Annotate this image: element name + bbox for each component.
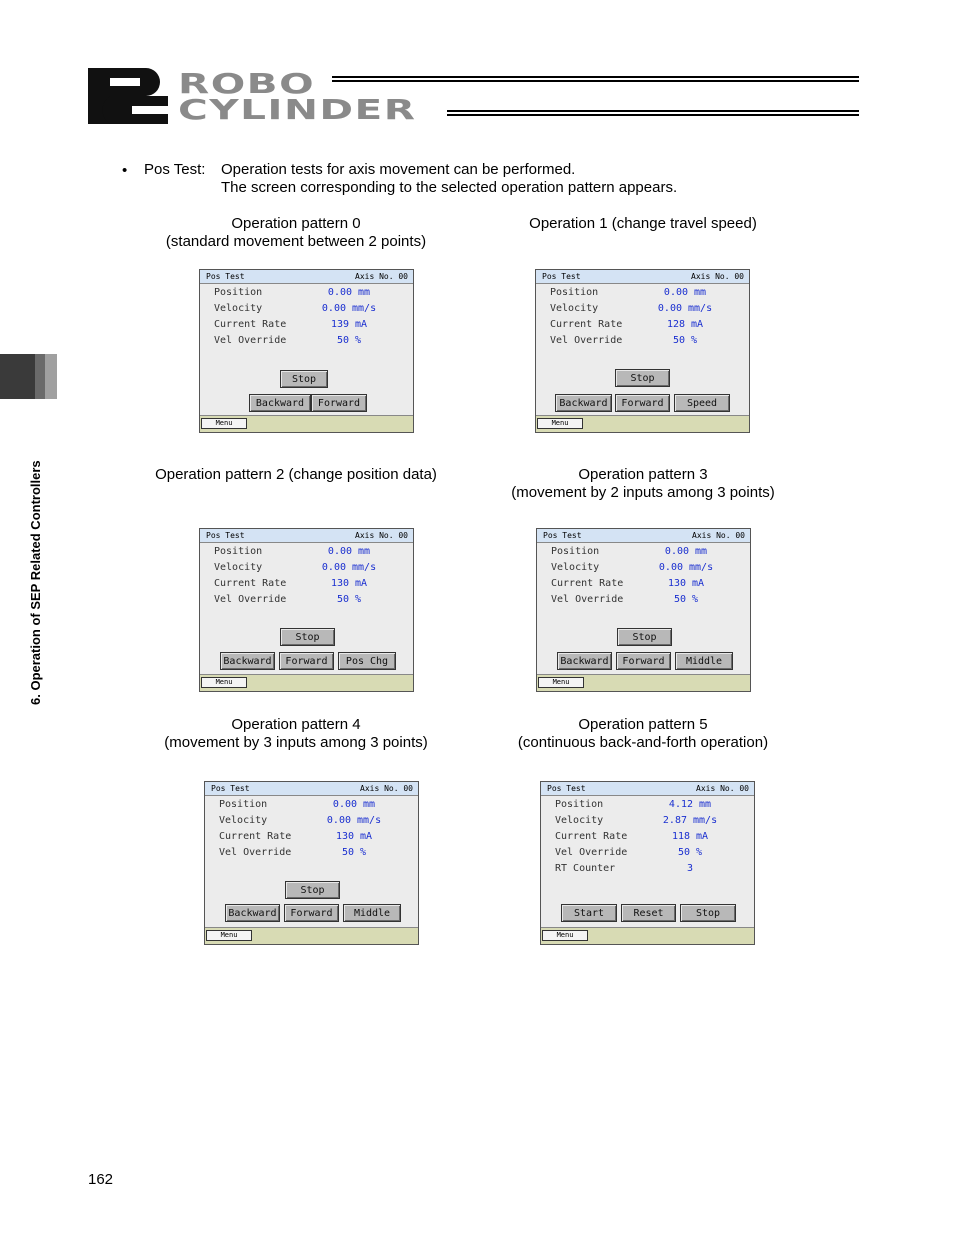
chapter-tab: [0, 354, 57, 399]
field-label: Position: [219, 799, 268, 810]
field-value: 0.00 mm: [663, 287, 707, 298]
menu-bar: [200, 674, 413, 691]
stop-button[interactable]: Stop: [280, 370, 328, 388]
field-value: 130 mA: [335, 831, 373, 842]
backward-button[interactable]: Backward: [555, 394, 612, 412]
field-value: 50 %: [336, 594, 362, 605]
field-value: 139 mA: [330, 319, 368, 330]
field-value: 0.00 mm/s: [326, 815, 382, 826]
field-value: 130 mA: [667, 578, 705, 589]
caption-line-1: Operation pattern 5: [578, 716, 708, 733]
field-value: 118 mA: [671, 831, 709, 842]
field-label: Velocity: [219, 815, 268, 826]
caption-line-2: (standard movement between 2 points): [165, 233, 427, 250]
pos-test-label: Pos Test:: [144, 161, 206, 178]
panel-caption: [463, 716, 823, 752]
stop-button[interactable]: Stop: [680, 904, 736, 922]
pos-test-screen: [540, 781, 755, 945]
screen-title-bar: [536, 270, 749, 284]
field-value: 50 %: [677, 847, 703, 858]
panel-caption: [463, 466, 823, 502]
field-value: 0.00 mm/s: [657, 303, 713, 314]
caption-line-1: Operation pattern 4: [231, 716, 361, 733]
pos-test-screen: [536, 528, 751, 692]
screen-title: Pos Test: [211, 784, 250, 793]
axis-number: Axis No. 00: [360, 784, 413, 793]
menu-button[interactable]: Menu: [537, 418, 583, 429]
field-value: 0.00 mm: [327, 546, 371, 557]
start-button[interactable]: Start: [561, 904, 617, 922]
screen-title-bar: [537, 529, 750, 543]
menu-button[interactable]: Menu: [206, 930, 252, 941]
forward-button[interactable]: Forward: [284, 904, 339, 922]
menu-button[interactable]: Menu: [538, 677, 584, 688]
field-label: RT Counter: [555, 863, 616, 874]
caption-line-1: Operation pattern 0: [231, 215, 361, 232]
pos-test-screen: [204, 781, 419, 945]
field-value: 0.00 mm/s: [321, 303, 377, 314]
field-label: Current Rate: [555, 831, 628, 842]
backward-button[interactable]: Backward: [225, 904, 280, 922]
stop-button[interactable]: Stop: [285, 881, 340, 899]
menu-button[interactable]: Menu: [201, 677, 247, 688]
screen-title: Pos Test: [542, 272, 581, 281]
menu-bar: [541, 927, 754, 944]
field-value: 128 mA: [666, 319, 704, 330]
logo-text-robo: ROBO: [178, 67, 316, 100]
stop-button[interactable]: Stop: [280, 628, 335, 646]
menu-button[interactable]: Menu: [201, 418, 247, 429]
backward-button[interactable]: Backward: [220, 652, 275, 670]
header-rule-top-1: [332, 76, 859, 78]
caption-line-1: Operation pattern 3: [578, 466, 708, 483]
pos-chg-button[interactable]: Pos Chg: [338, 652, 396, 670]
caption-line-2: (movement by 2 inputs among 3 points): [511, 484, 775, 501]
header-rule-bottom-1: [447, 110, 859, 112]
menu-button[interactable]: Menu: [542, 930, 588, 941]
field-label: Velocity: [214, 303, 263, 314]
header-rule-top-2: [332, 80, 859, 82]
middle-button[interactable]: Middle: [675, 652, 733, 670]
menu-bar: [200, 415, 413, 432]
forward-button[interactable]: Forward: [311, 394, 367, 412]
screen-title: Pos Test: [206, 531, 245, 540]
field-label: Velocity: [214, 562, 263, 573]
field-value: 4.12 mm: [668, 799, 712, 810]
page-number: 162: [88, 1171, 114, 1188]
field-value: 0.00 mm: [664, 546, 708, 557]
stop-button[interactable]: Stop: [617, 628, 672, 646]
field-label: Velocity: [555, 815, 604, 826]
field-value: 0.00 mm/s: [658, 562, 714, 573]
panel-caption: [116, 716, 476, 752]
field-value: 0.00 mm: [327, 287, 371, 298]
axis-number: Axis No. 00: [692, 531, 745, 540]
screen-title: Pos Test: [206, 272, 245, 281]
field-value: 0.00 mm: [332, 799, 376, 810]
forward-button[interactable]: Forward: [279, 652, 334, 670]
bullet-mark: •: [122, 162, 128, 179]
field-label: Velocity: [551, 562, 600, 573]
header-rule-bottom-2: [447, 114, 859, 116]
field-value: 50 %: [672, 335, 698, 346]
chapter-side-label: 6. Operation of SEP Related Controllers: [28, 460, 43, 705]
screen-title-bar: [200, 270, 413, 284]
pos-test-screen: [199, 269, 414, 433]
field-value: 0.00 mm/s: [321, 562, 377, 573]
middle-button[interactable]: Middle: [343, 904, 401, 922]
field-value: 50 %: [673, 594, 699, 605]
field-label: Vel Override: [550, 335, 623, 346]
panel-caption: [463, 215, 823, 233]
field-value: 50 %: [341, 847, 367, 858]
field-label: Current Rate: [551, 578, 624, 589]
caption-line-1: Operation pattern 2 (change position data): [155, 466, 437, 483]
field-value: 50 %: [336, 335, 362, 346]
reset-button[interactable]: Reset: [621, 904, 676, 922]
field-value: 2.87 mm/s: [662, 815, 718, 826]
menu-bar: [537, 674, 750, 691]
intro-line-2: The screen corresponding to the selected operation pattern appears.: [221, 179, 678, 196]
axis-number: Axis No. 00: [696, 784, 749, 793]
field-label: Position: [214, 287, 263, 298]
forward-button[interactable]: Forward: [615, 394, 670, 412]
field-label: Current Rate: [214, 578, 287, 589]
caption-line-1: Operation 1 (change travel speed): [529, 215, 757, 232]
backward-button[interactable]: Backward: [249, 394, 311, 412]
pos-test-screen: [535, 269, 750, 433]
field-label: Vel Override: [551, 594, 624, 605]
screen-title-bar: [200, 529, 413, 543]
backward-button[interactable]: Backward: [557, 652, 612, 670]
field-label: Vel Override: [214, 594, 287, 605]
screen-title: Pos Test: [543, 531, 582, 540]
panel-caption: [116, 215, 476, 251]
axis-number: Axis No. 00: [355, 531, 408, 540]
field-label: Current Rate: [214, 319, 287, 330]
field-label: Current Rate: [550, 319, 623, 330]
logo-text-cylinder: CYLINDER: [178, 93, 417, 126]
field-value: 130 mA: [330, 578, 368, 589]
field-label: Position: [550, 287, 599, 298]
panel-caption: [116, 466, 476, 484]
pos-test-screen: [199, 528, 414, 692]
forward-button[interactable]: Forward: [616, 652, 671, 670]
field-label: Vel Override: [555, 847, 628, 858]
axis-number: Axis No. 00: [355, 272, 408, 281]
stop-button[interactable]: Stop: [615, 369, 670, 387]
intro-text-1: Operation tests for axis movement can be performed.: [221, 161, 576, 178]
screen-title: Pos Test: [547, 784, 586, 793]
axis-number: Axis No. 00: [691, 272, 744, 281]
field-label: Vel Override: [219, 847, 292, 858]
field-label: Position: [555, 799, 604, 810]
field-label: Velocity: [550, 303, 599, 314]
screen-title-bar: [205, 782, 418, 796]
field-value: 3: [686, 863, 694, 874]
intro-line-1: [144, 161, 575, 178]
field-label: Position: [551, 546, 600, 557]
field-label: Position: [214, 546, 263, 557]
field-label: Current Rate: [219, 831, 292, 842]
field-label: Vel Override: [214, 335, 287, 346]
screen-title-bar: [541, 782, 754, 796]
speed-chg-button[interactable]: Speed: [674, 394, 730, 412]
menu-bar: [205, 927, 418, 944]
caption-line-2: (movement by 3 inputs among 3 points): [164, 734, 428, 751]
menu-bar: [536, 415, 749, 432]
rc-logo-mark: [88, 68, 168, 124]
caption-line-2: (continuous back-and-forth operation): [517, 734, 769, 751]
